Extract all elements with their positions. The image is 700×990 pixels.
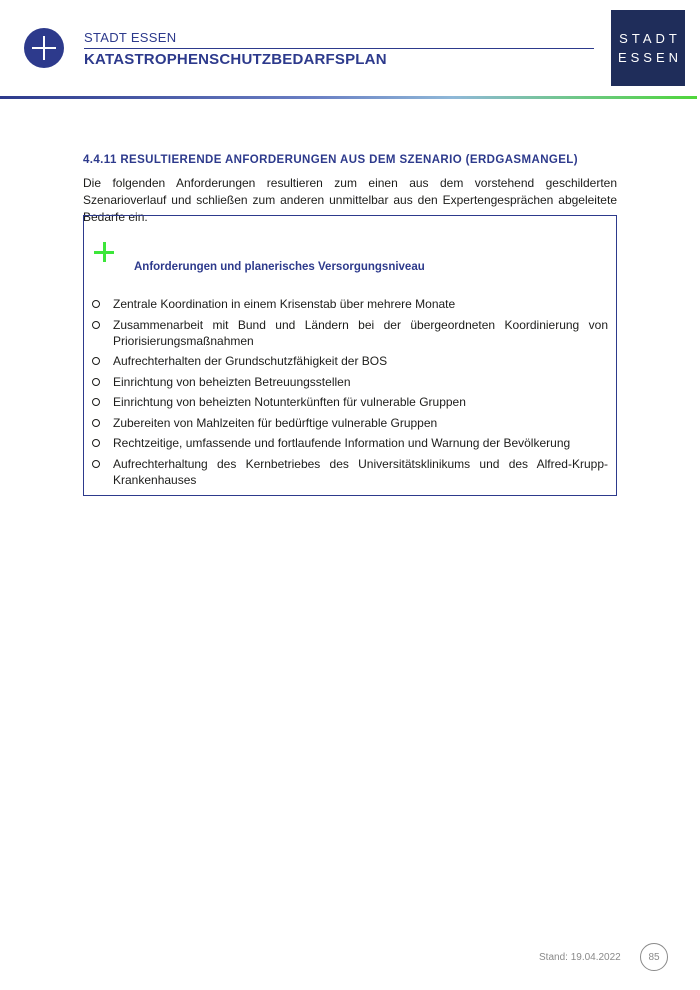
footer-stand-date: Stand: 19.04.2022 [539,952,621,963]
circle-bullet-icon [92,300,100,308]
green-plus-icon [94,242,114,262]
circle-bullet-icon [92,460,100,468]
list-item: Zusammenarbeit mit Bund und Ländern bei der übergeordneten Koordinierung von Priorisierungsmaßnahmen [92,317,608,349]
stadt-essen-logo [611,10,685,86]
list-item: Aufrechterhaltung des Kernbetriebes des Universitätsklinikums und des Alfred-Krupp-Krankenhauses [92,456,608,488]
circle-bullet-icon [92,419,100,427]
requirements-box [83,215,617,496]
logo-line-1: STADT [619,31,681,46]
header-rule [84,48,594,49]
header-title: KATASTROPHENSCHUTZBEDARFSPLAN [84,51,387,68]
circle-bullet-icon [92,439,100,447]
requirements-list [92,296,608,492]
circle-bullet-icon [92,357,100,365]
plus-circle-icon [24,28,64,68]
circle-bullet-icon [92,321,100,329]
list-item: Zentrale Koordination in einem Krisenstab über mehrere Monate [92,296,608,312]
header-gradient-bar [0,96,697,99]
section-intro: Die folgenden Anforderungen resultieren zum einen aus dem vorstehend geschilderten Szenarioverlauf und schließen zum anderen unmittelbar aus den Expertengesprächen abgeleitete Bedarfe ein. [83,176,617,224]
list-item: Aufrechterhalten der Grundschutzfähigkeit der BOS [92,353,608,369]
list-item: Einrichtung von beheizten Betreuungsstellen [92,374,608,390]
list-item: Einrichtung von beheizten Notunterkünften für vulnerable Gruppen [92,394,608,410]
logo-line-2: ESSEN [617,50,683,65]
header-org: STADT ESSEN [84,30,177,45]
list-item: Zubereiten von Mahlzeiten für bedürftige vulnerable Gruppen [92,415,608,431]
list-item: Rechtzeitige, umfassende und fortlaufende Information und Warnung der Bevölkerung [92,435,608,451]
circle-bullet-icon [92,378,100,386]
requirements-title: Anforderungen und planerisches Versorgungsniveau [134,261,425,273]
circle-bullet-icon [92,398,100,406]
section-heading: 4.4.11 RESULTIERENDE ANFORDERUNGEN AUS DEM SZENARIO (ERDGASMANGEL) [83,154,578,166]
page-number: 85 [640,943,668,971]
